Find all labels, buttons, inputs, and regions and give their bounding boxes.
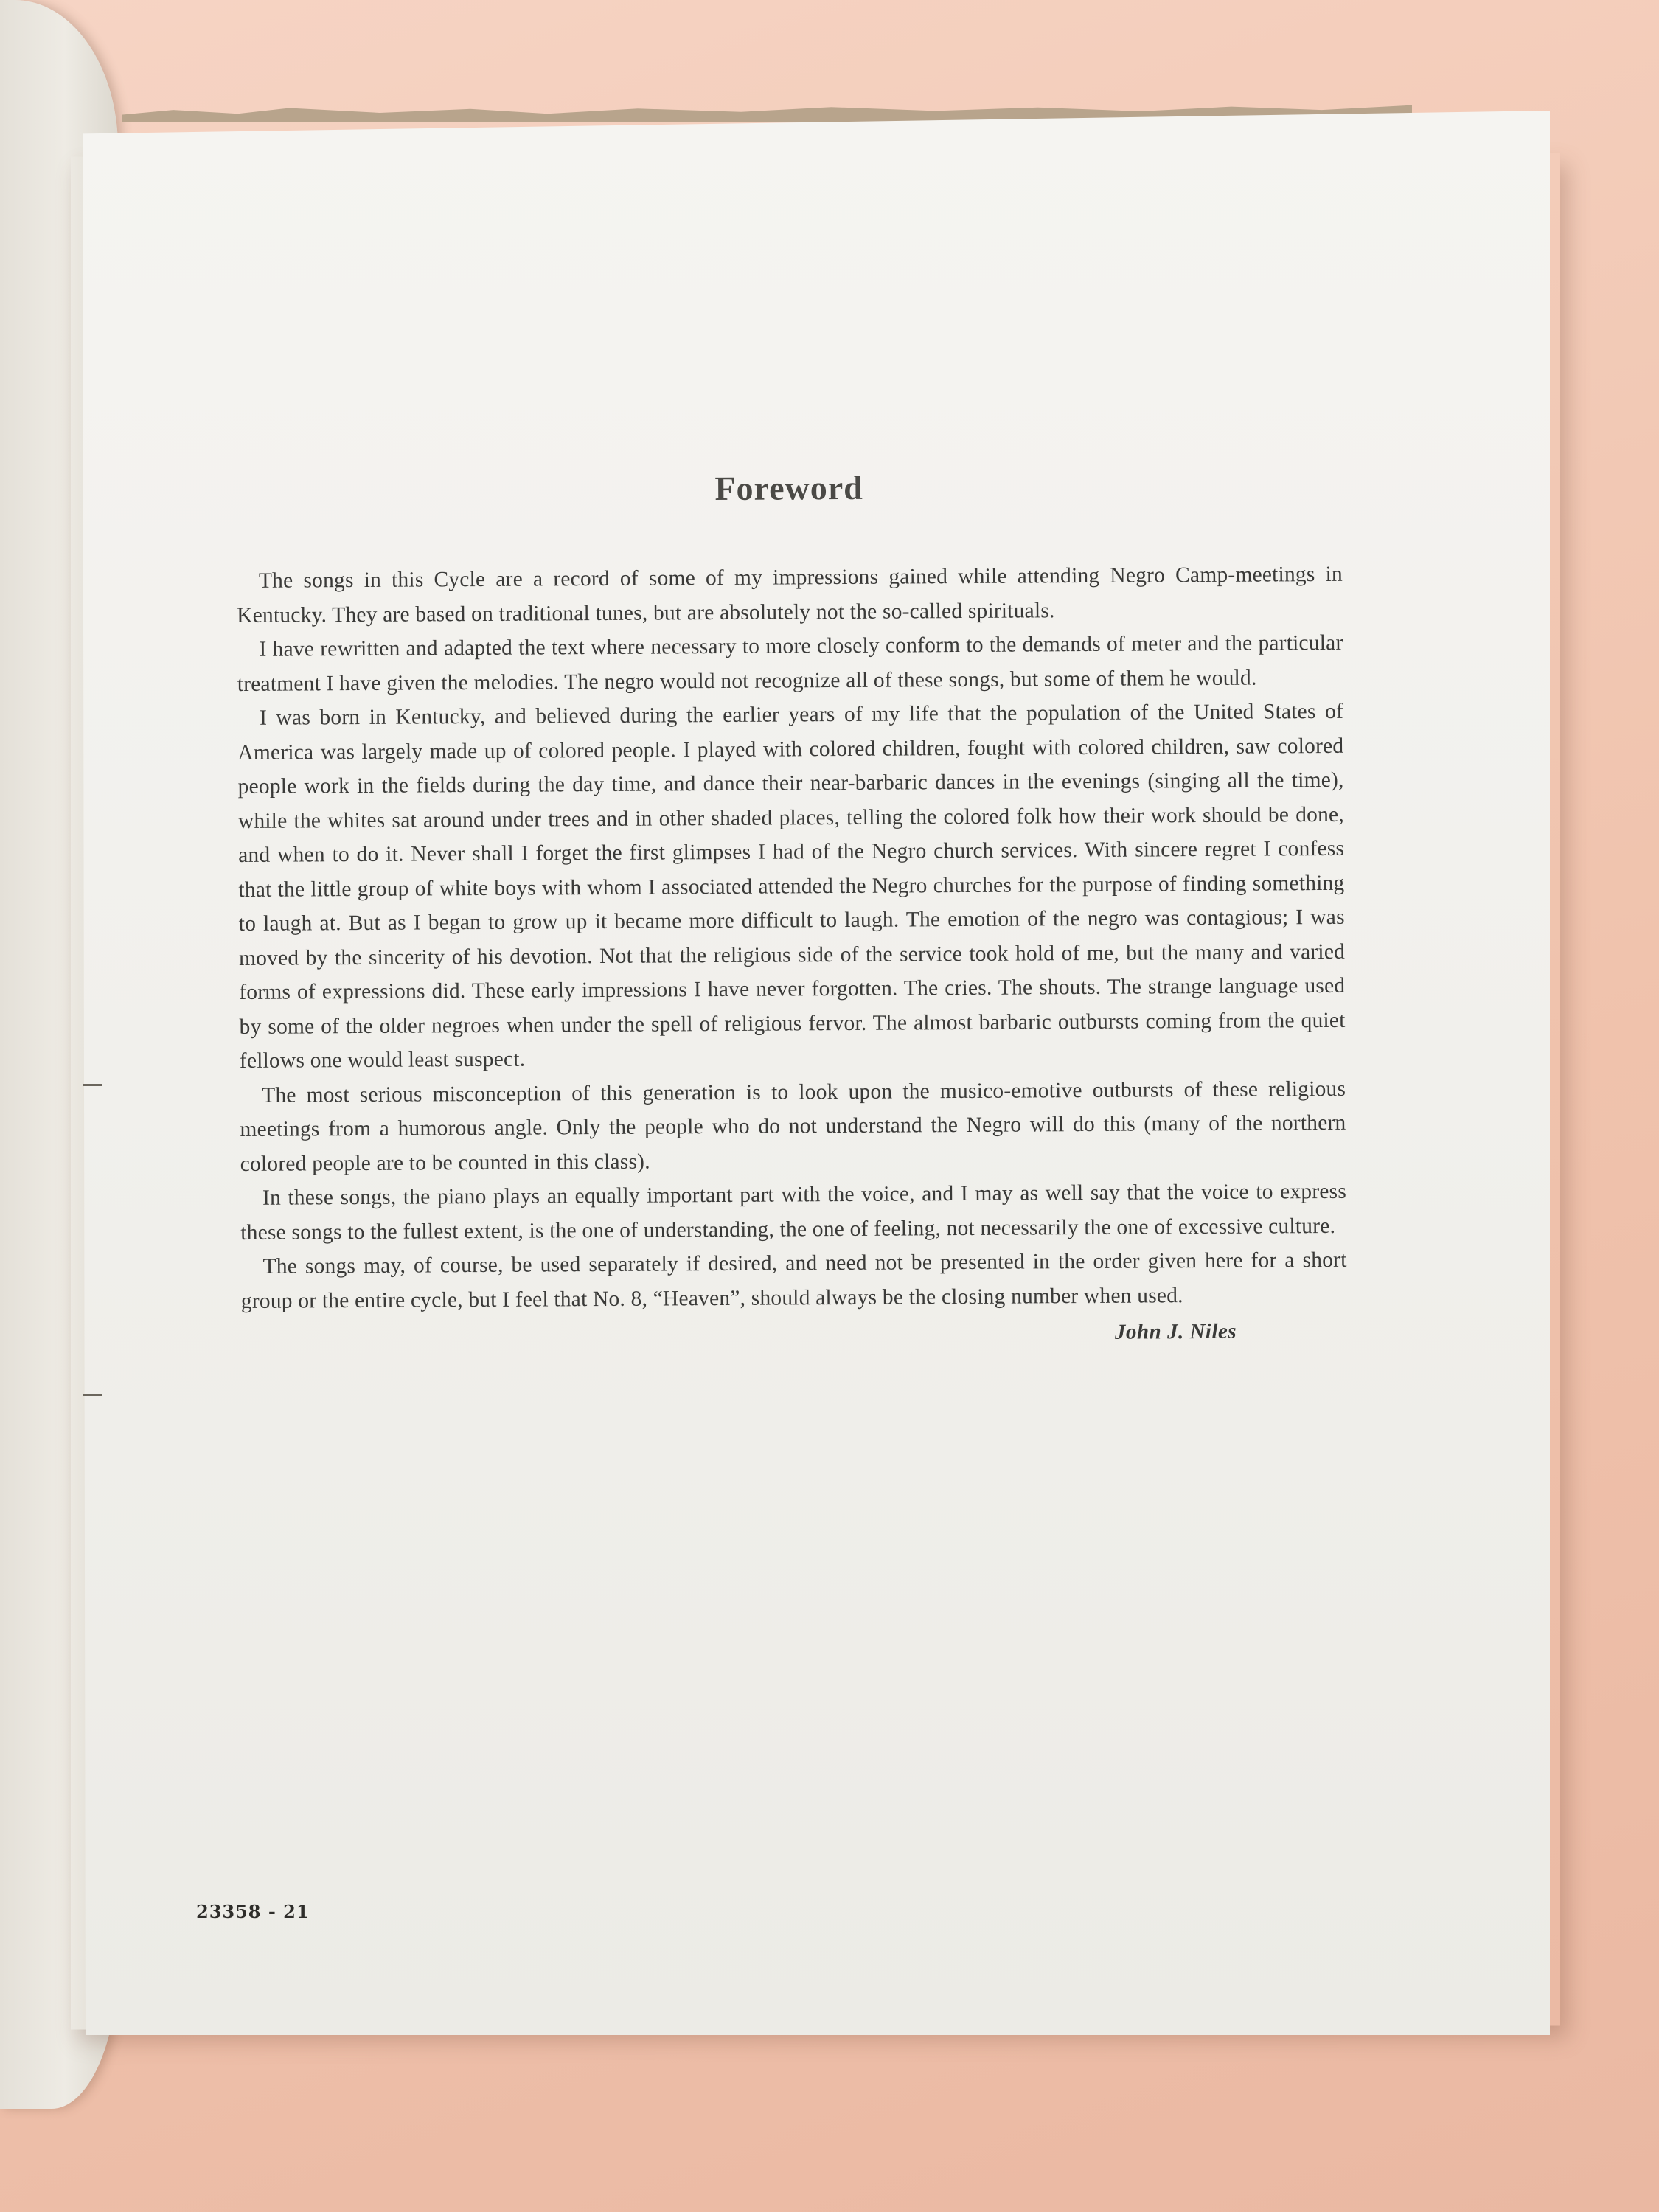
foreword-content bbox=[236, 465, 1347, 1350]
page-title: Foreword bbox=[714, 468, 863, 508]
paragraph-6: The songs may, of course, be used separately if desired, and need not be presented in the order given here for a short group or the entire cycle, but I feel that No. 8, “Heaven”, should always be the closing number when used. bbox=[240, 1248, 1347, 1313]
staple-mark bbox=[83, 1084, 102, 1086]
paragraph-2: I have rewritten and adapted the text where necessary to more closely conform to the demands of meter and the particular treatment I have given the melodies. The negro would not recognize all of these songs, but some of them he would. bbox=[237, 630, 1343, 696]
paragraph-1: The songs in this Cycle are a record of some of my impressions gained while attending Negro Camp-meetings in Kentucky. They are based on traditional tunes, but are absolutely not the so-called spirituals. bbox=[237, 562, 1343, 627]
paragraph-4: The most serious misconception of this generation is to look upon the musico-emotive outbursts of these religious meetings from a humorous angle. Only the people who do not understand the Negro will do this (many of the northern colored people are to be counted in this class). bbox=[240, 1077, 1346, 1176]
page-number: 23358 - 21 bbox=[196, 1901, 310, 1922]
paragraph-3: I was born in Kentucky, and believed during the earlier years of my life that the population of the United States of America was largely made up of colored people. I played with colored children, fought with colored children, saw colored people work in the fields during the day time, and dance their near-barbaric dances in the evenings (singing all the time), while the whites sat around under trees and in other shaded places, telling the colored folk how their work should be done, and when to do it. Never shall I forget the first glimpses I had of the Negro church services. With sincere regret I confess that the little group of white boys with whom I associated attended the Negro churches for the purpose of finding something to laugh at. But as I began to grow up it became more difficult to laugh. The emotion of the negro was contagious; I was moved by the sincerity of his devotion. Not that the religious side of the service took hold of me, but the many and varied forms of expressions did. These early impressions I have never forgotten. The cries. The shouts. The strange language used by some of the older negroes when under the spell of religious fervor. The almost barbaric outbursts coming from the quiet fellows one would least suspect. bbox=[237, 699, 1346, 1073]
staple-mark bbox=[83, 1394, 102, 1396]
paragraph-5: In these songs, the piano plays an equally important part with the voice, and I may as well say that the voice to express these songs to the fullest extent, is the one of understanding, the one of feeling, not necessarily the one of excessive culture. bbox=[240, 1179, 1347, 1245]
author-signature: John J. Niles bbox=[1114, 1319, 1237, 1344]
binding-staples bbox=[83, 111, 105, 2035]
